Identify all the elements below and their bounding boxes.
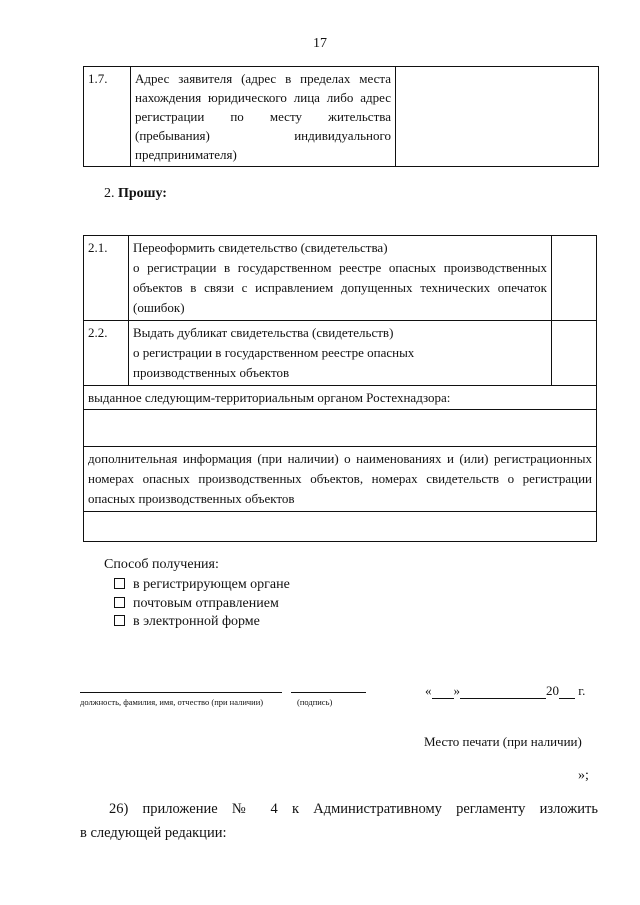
year-field[interactable] [559, 684, 575, 699]
table-row [84, 236, 597, 321]
quote-open: « [425, 683, 432, 698]
checkbox-icon[interactable] [114, 597, 125, 608]
table-row [84, 447, 597, 512]
table-row [84, 386, 597, 410]
position-name-line[interactable] [80, 692, 282, 693]
applicant-address-table [83, 66, 599, 167]
amendment-line-1: 26) приложение № 4 к Административному регламенту изложить [109, 801, 598, 817]
table-row [84, 67, 599, 167]
year-suffix: г. [578, 683, 586, 698]
duplicate-option-description: о регистрации в государственном реестре опасных производственных объектов [133, 345, 415, 380]
checkbox-icon[interactable] [114, 615, 125, 626]
page-number: 17 [313, 36, 327, 51]
reissue-option-description: о регистрации в государственном реестре опасных производственных объектов в связи с исправлением допущенных технических опечаток (ошибок) [133, 260, 547, 315]
receiving-method-label: Способ получения: [104, 557, 219, 572]
additional-info-field[interactable] [84, 512, 597, 542]
duplicate-checkbox[interactable] [552, 321, 597, 386]
table-row [84, 512, 597, 542]
request-table [83, 235, 597, 542]
amendment-paragraph [80, 797, 598, 845]
additional-info-label: дополнительная информация (при наличии) о наименованиях и (или) регистрационных номерах опасных производственных объектов, номерах свидетельств о регистрации опасных производственных объектов [84, 447, 597, 512]
duplicate-option-title: Выдать дубликат свидетельства (свидетельств) [133, 325, 394, 340]
section-number: 2. [104, 186, 115, 201]
reissue-option-text [129, 236, 552, 321]
amendment-line-2: в следующей редакции: [80, 825, 227, 841]
applicant-address-label: Адрес заявителя (адрес в пределах места нахождения юридического лица либо адрес регистрации по месту жительства (пребывания) индивидуального предпринимателя) [131, 67, 396, 167]
reissue-option-title: Переоформить свидетельство (свидетельства) [133, 240, 388, 255]
reissue-checkbox[interactable] [552, 236, 597, 321]
applicant-address-value[interactable] [396, 67, 599, 167]
checkbox-icon[interactable] [114, 578, 125, 589]
month-field[interactable] [460, 684, 546, 699]
year-prefix: 20 [546, 683, 559, 698]
option-label: в регистрирующем органе [133, 577, 290, 592]
signature-line[interactable] [291, 692, 366, 693]
option-registering-authority[interactable] [114, 577, 290, 593]
option-post[interactable] [114, 596, 279, 612]
issued-by-field[interactable] [84, 410, 597, 447]
row-number: 2.2. [84, 321, 129, 386]
closing-quote: »; [578, 768, 589, 783]
option-electronic[interactable] [114, 614, 260, 630]
day-field[interactable] [432, 684, 454, 699]
date-field [425, 683, 585, 699]
signature-caption: (подпись) [297, 697, 333, 707]
section-title: Прошу: [118, 186, 167, 201]
table-row [84, 321, 597, 386]
issued-by-label: выданное следующим-территориальным органом Ростехнадзора: [84, 386, 597, 410]
position-name-caption: должность, фамилия, имя, отчество (при наличии) [80, 697, 264, 707]
quote-close: » [453, 683, 460, 698]
stamp-place: Место печати (при наличии) [424, 734, 582, 749]
option-label: почтовым отправлением [133, 596, 279, 611]
row-number: 2.1. [84, 236, 129, 321]
option-label: в электронной форме [133, 614, 260, 629]
table-row [84, 410, 597, 447]
section-heading [104, 186, 167, 202]
row-number: 1.7. [84, 67, 131, 167]
duplicate-option-text [129, 321, 552, 386]
